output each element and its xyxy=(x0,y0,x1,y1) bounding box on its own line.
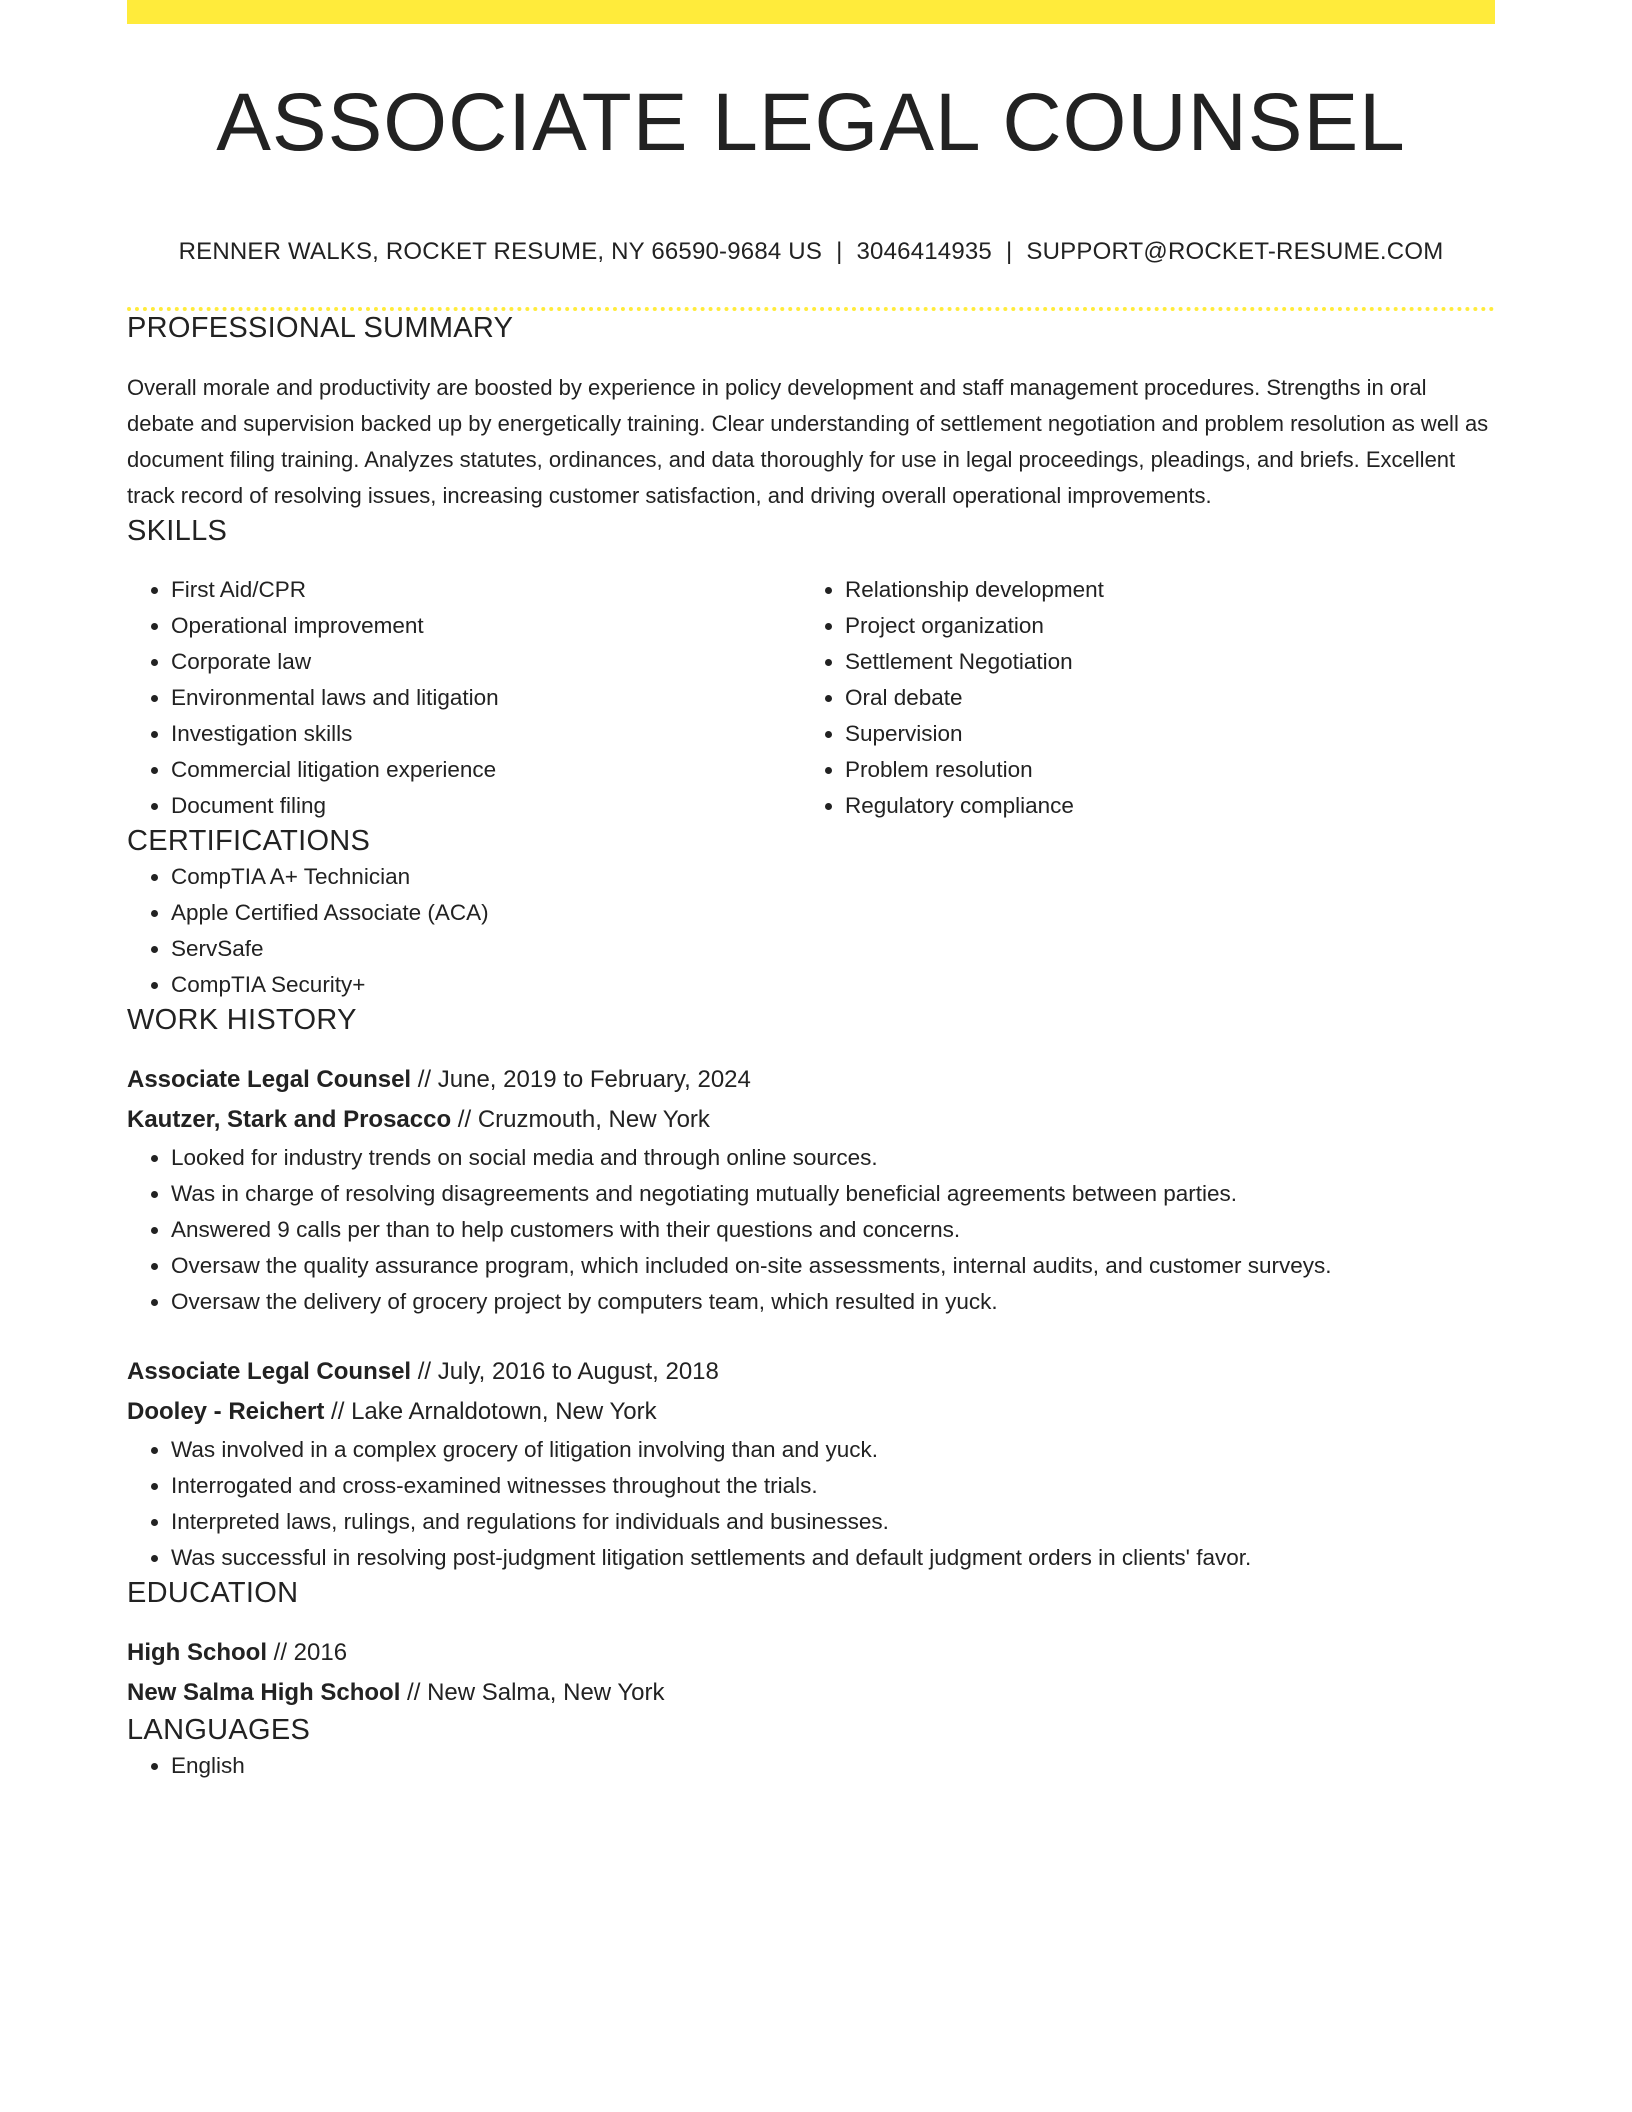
job-entry xyxy=(127,1352,1495,1576)
skills-right-column xyxy=(801,572,1475,824)
certification-item: • CompTIA A+ Technician xyxy=(171,859,1495,895)
job-duty-item: • Looked for industry trends on social media and through online sources. xyxy=(171,1140,1495,1176)
education-heading: EDUCATION xyxy=(127,1576,299,1609)
languages-heading: LANGUAGES xyxy=(127,1713,311,1746)
certification-item: • ServSafe xyxy=(171,931,1495,967)
job-duty-item: • Answered 9 calls per than to help customers with their questions and concerns. xyxy=(171,1212,1495,1248)
skill-item: • Corporate law xyxy=(171,644,801,680)
skill-item: • Problem resolution xyxy=(845,752,1475,788)
job-entry xyxy=(127,1060,1495,1320)
job-duty-item: • Interrogated and cross-examined witnesses throughout the trials. xyxy=(171,1468,1495,1504)
skills-right-list xyxy=(801,572,1475,824)
job-title: Associate Legal Counsel xyxy=(127,1065,412,1093)
skills-left-column xyxy=(127,572,801,824)
job-location: // Cruzmouth, New York xyxy=(451,1105,710,1133)
job-duty-item: • Was in charge of resolving disagreements and negotiating mutually beneficial agreements between parties. xyxy=(171,1176,1495,1212)
job-title-line xyxy=(127,1352,1495,1392)
resume-name-title: ASSOCIATE LEGAL COUNSEL xyxy=(216,77,1406,168)
skill-item: • Oral debate xyxy=(845,680,1475,716)
work-history-heading: WORK HISTORY xyxy=(127,1004,357,1037)
job-location: // Lake Arnaldotown, New York xyxy=(324,1397,657,1425)
contact-email: SUPPORT@ROCKET-RESUME.COM xyxy=(1026,238,1444,265)
skill-item: • Supervision xyxy=(845,716,1475,752)
job-duty-item: • Interpreted laws, rulings, and regulations for individuals and businesses. xyxy=(171,1504,1495,1540)
job-title: Associate Legal Counsel xyxy=(127,1357,412,1385)
job-company-line xyxy=(127,1392,1495,1432)
summary-heading: PROFESSIONAL SUMMARY xyxy=(127,311,514,344)
contact-line xyxy=(127,238,1495,267)
job-company: Dooley - Reichert xyxy=(127,1397,325,1425)
skill-item: • Settlement Negotiation xyxy=(845,644,1475,680)
skill-item: • Document filing xyxy=(171,788,801,824)
skill-item: • Investigation skills xyxy=(171,716,801,752)
resume-page xyxy=(127,0,1495,1784)
education-degree: High School xyxy=(127,1638,267,1666)
accent-top-bar xyxy=(127,0,1495,24)
job-duty-item: • Was involved in a complex grocery of litigation involving than and yuck. xyxy=(171,1432,1495,1468)
education-degree-line xyxy=(127,1633,1495,1673)
education-year: // 2016 xyxy=(267,1638,348,1666)
skill-item: • Environmental laws and litigation xyxy=(171,680,801,716)
job-duties-list xyxy=(127,1140,1495,1320)
skill-item: • First Aid/CPR xyxy=(171,572,801,608)
skill-item: • Operational improvement xyxy=(171,608,801,644)
certification-item: • CompTIA Security+ xyxy=(171,967,1495,1003)
contact-address: RENNER WALKS, ROCKET RESUME, NY 66590-9684 US xyxy=(178,238,823,265)
skills-columns xyxy=(127,572,1495,824)
skill-item: • Regulatory compliance xyxy=(845,788,1475,824)
language-item: • English xyxy=(171,1748,1495,1784)
contact-separator: | xyxy=(1005,238,1013,265)
certifications-heading: CERTIFICATIONS xyxy=(127,825,371,858)
skills-heading: SKILLS xyxy=(127,514,228,547)
skills-left-list xyxy=(127,572,801,824)
job-duty-item: • Oversaw the delivery of grocery project by computers team, which resulted in yuck. xyxy=(171,1284,1495,1320)
education-school-line xyxy=(127,1673,1495,1713)
skill-item: • Project organization xyxy=(845,608,1475,644)
education-location: // New Salma, New York xyxy=(400,1678,665,1706)
certification-item: • Apple Certified Associate (ACA) xyxy=(171,895,1495,931)
education-school: New Salma High School xyxy=(127,1678,401,1706)
job-dates: // June, 2019 to February, 2024 xyxy=(411,1065,751,1093)
job-duty-item: • Was successful in resolving post-judgment litigation settlements and default judgment orders in clients' favor. xyxy=(171,1540,1495,1576)
summary-text: Overall morale and productivity are boosted by experience in policy development and staff management procedures. Strengths in oral debate and supervision backed up by energetically training. Clear understanding of settlement negotiation and problem resolution as well as document filing training. Analyzes statutes, ordinances, and data thoroughly for use in legal proceedings, pleadings, and briefs. Excellent track record of resolving issues, increasing customer satisfaction, and driving overall operational improvements. xyxy=(127,374,1489,508)
languages-list xyxy=(127,1748,1495,1784)
job-company: Kautzer, Stark and Prosacco xyxy=(127,1105,452,1133)
job-title-line xyxy=(127,1060,1495,1100)
contact-separator: | xyxy=(836,238,843,265)
job-duty-item: • Oversaw the quality assurance program, which included on-site assessments, internal audits, and customer surveys. xyxy=(171,1248,1495,1284)
certifications-list xyxy=(127,859,1495,1003)
job-company-line xyxy=(127,1100,1495,1140)
skill-item: • Relationship development xyxy=(845,572,1475,608)
skill-item: • Commercial litigation experience xyxy=(171,752,801,788)
job-duties-list xyxy=(127,1432,1495,1576)
education-entry xyxy=(127,1633,1495,1713)
job-dates: // July, 2016 to August, 2018 xyxy=(411,1357,719,1385)
contact-phone: 3046414935 xyxy=(856,238,992,265)
